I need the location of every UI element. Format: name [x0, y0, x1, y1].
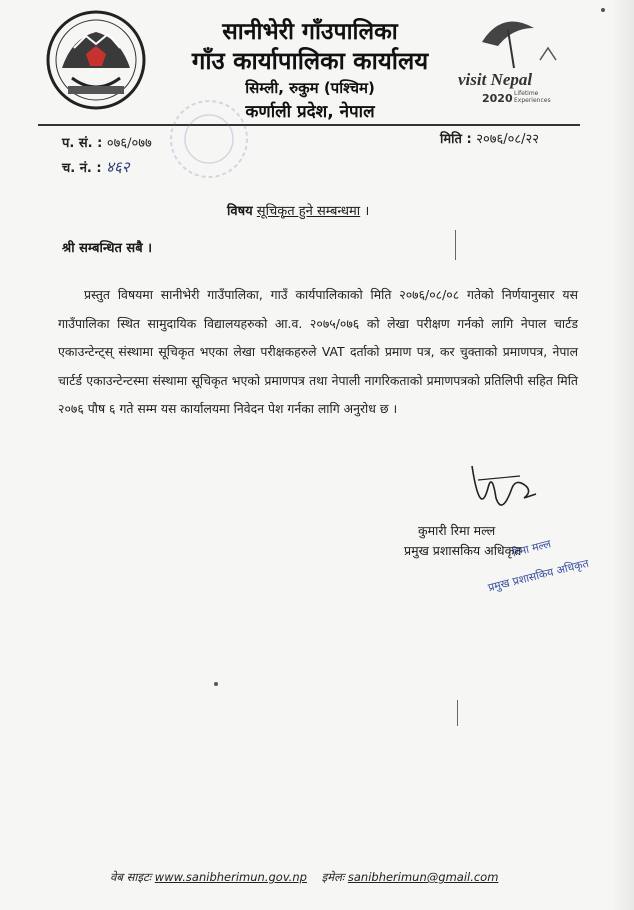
scan-mark: [457, 700, 458, 726]
visit-nepal-tagline: Lifetime Experiences: [514, 90, 551, 104]
visit-nepal-year: 2020: [482, 92, 513, 105]
visit-nepal-text: visit Nepal: [458, 70, 533, 89]
salutation: श्री सम्बन्धित सबै ।: [62, 241, 153, 256]
stamp-line1: रिमा मल्ल: [510, 537, 553, 560]
reference-number: [62, 133, 152, 151]
subject-end: ।: [364, 204, 370, 219]
header-divider: [38, 124, 580, 126]
website-link[interactable]: www.sanibherimun.gov.np: [154, 870, 307, 884]
visit-nepal-logo: [452, 10, 570, 106]
stamp-line2: प्रमुख प्रशासकिय अधिकृत: [486, 556, 591, 595]
subject-label: विषय: [227, 204, 253, 219]
faint-stamp-icon: [166, 96, 252, 182]
ref-label: प. सं. :: [62, 136, 103, 151]
dispatch-value: ४६२: [106, 158, 130, 176]
umbrella-icon: [452, 10, 570, 70]
ref-value: ०७६/०७७: [106, 136, 152, 151]
subject-text: सूचिकृत हुने सम्बन्धमा: [256, 204, 361, 219]
date-label: मिति :: [440, 132, 472, 147]
page-edge-shadow: [612, 0, 634, 910]
nepal-emblem-icon: [42, 8, 150, 112]
scan-mark: [455, 230, 456, 260]
office-name-line2: गाँउ कार्यापालिका कार्यालय: [191, 47, 429, 75]
footer-contact: [110, 870, 498, 885]
email-link[interactable]: sanibherimun@gmail.com: [347, 870, 499, 884]
office-name-line1: सानीभेरी गाँउपालिका: [222, 19, 398, 45]
office-address-line: सिम्ली, रुकुम (पश्चिम): [245, 79, 375, 97]
subject-line: [227, 201, 369, 219]
date-value: २०७६/०८/२२: [476, 132, 540, 147]
scan-dot: [601, 8, 605, 12]
dispatch-label: च. नं. :: [62, 161, 102, 176]
email-label: इमेलः: [321, 870, 345, 884]
signatory-title: प्रमुख प्रशासकिय अधिकृत: [404, 543, 522, 558]
office-province-line: कर्णाली प्रदेश, नेपाल: [245, 102, 375, 122]
web-label: वेब साइटः: [110, 870, 152, 884]
letter-date: [440, 129, 539, 147]
scan-dot: [214, 682, 218, 686]
handwritten-signature: [462, 458, 542, 524]
letter-body: प्रस्तुत विषयमा सानीभेरी गाउँपालिका, गाउँ कार्यपालिकाको मिति २०७६/०८/०८ गतेको निर्णयानुसार यस गाउँपालिका स्थित सामुदायिक विद्यालयहरुको आ.व. २०७५/०७६ को लेखा परीक्षण गर्नको लागि नेपाल चार्टड एकाउन्टेन्ट्स् संस्थामा सूचिकृत भएका लेखा परीक्षकहरुले VAT दर्ताको प्रमाण पत्र, कर चुक्ताको प्रमाणपत्र, नेपाल चार्टर्ड एकाउन्टेन्टस्मा संस्थामा सूचिकृत भएको प्रमाणपत्र तथा नेपाली नागरिकताको प्रमाणपत्रको प्रतिलिपी सहित मिति २०७६ पौष ६ गते सम्म यस कार्यालयमा निवेदन पेश गर्नका लागि अनुरोध छ ।: [58, 287, 578, 416]
signatory-name: कुमारी रिमा मल्ल: [418, 523, 496, 538]
dispatch-number: [62, 157, 130, 177]
